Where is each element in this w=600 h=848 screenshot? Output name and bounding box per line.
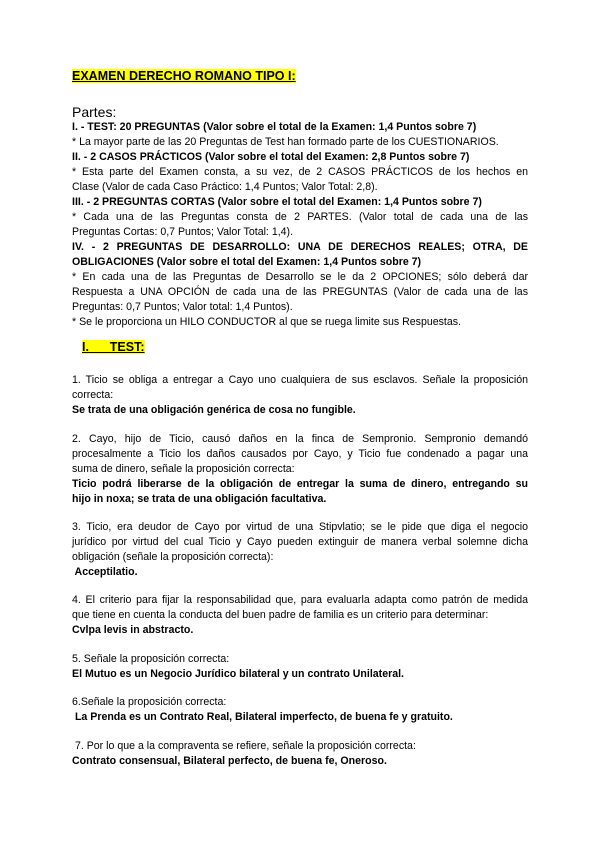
partes-line: Respuesta a UNA OPCIÓN de cada una de las PREGUNTAS (Valor de cada una de las	[72, 286, 528, 298]
partes-line: IV. - 2 PREGUNTAS DE DESARROLLO: UNA DE DERECHOS REALES; OTRA, DE	[72, 241, 528, 253]
question-text: procesalmente a Ticio los daños causados por Cayo, y Ticio fue condenado a pagar una	[72, 448, 528, 460]
question-item	[72, 432, 528, 507]
question-text: 4. El criterio para fijar la responsabilidad que, para evaluarla adapta como patrón de medida	[72, 594, 528, 606]
partes-line: * Se le proporciona un HILO CONDUCTOR al que se ruega limite sus Respuestas.	[72, 316, 462, 328]
question-item	[72, 373, 528, 418]
answer-text: Se trata de una obligación genérica de cosa no fungible.	[72, 404, 356, 416]
question-text: 3. Ticio, era deudor de Cayo por virtud de una Stipvlatio; se le pide que diga el negocio	[72, 521, 528, 533]
question-text: jurídico por virtud del cual Ticio y Cayo pueden extinguir de manera verbal solemne dicha	[72, 536, 528, 548]
partes-line: I. - TEST: 20 PREGUNTAS (Valor sobre el total de la Examen: 1,4 Puntos sobre 7)	[72, 121, 477, 133]
question-item	[72, 695, 528, 725]
partes-line: Clase (Valor de cada Caso Práctico: 1,4 Puntos; Valor Total: 2,8).	[72, 181, 378, 193]
partes-line: II. - 2 CASOS PRÁCTICOS (Valor sobre el total del Examen: 2,8 Puntos sobre 7)	[72, 151, 470, 163]
partes-line: Preguntas: 0,7 Puntos; Valor total: 1,4 Puntos).	[72, 301, 293, 313]
question-text: 6.Señale la proposición correcta:	[72, 696, 227, 708]
question-text: suma de dinero, señale la proposición correcta:	[72, 463, 295, 475]
question-text: 1. Ticio se obliga a entregar a Cayo uno cualquiera de sus esclavos. Señale la proposición	[72, 374, 528, 386]
partes-line: * Esta parte del Examen consta, a su vez, de 2 CASOS PRÁCTICOS de los hechos en	[72, 166, 528, 178]
partes-line: Preguntas Cortas: 0,7 Puntos; Valor Total: 1,4).	[72, 226, 294, 238]
answer-text: Ticio podrá liberarse de la obligación de entregar la suma de dinero, entregando su	[72, 478, 528, 490]
answer-text: La Prenda es un Contrato Real, Bilateral imperfecto, de buena fe y gratuito.	[72, 711, 453, 723]
question-text: 5. Señale la proposición correcta:	[72, 653, 230, 665]
exam-title: EXAMEN DERECHO ROMANO TIPO I:	[72, 69, 296, 83]
question-text: 2. Cayo, hijo de Ticio, causó daños en la finca de Sempronio. Sempronio demandó	[72, 433, 528, 445]
answer-text: Acceptilatio.	[72, 566, 138, 578]
question-text: correcta:	[72, 389, 114, 401]
partes-line: OBLIGACIONES (Valor sobre el total del Examen: 1,4 Puntos sobre 7)	[72, 256, 422, 268]
question-item	[72, 593, 528, 638]
answer-text: Contrato consensual, Bilateral perfecto, de buena fe, Oneroso.	[72, 755, 387, 767]
question-text: obligación (señale la proposición correcta):	[72, 551, 274, 563]
question-text: 7. Por lo que a la compraventa se refiere, señale la proposición correcta:	[72, 740, 416, 752]
partes-line: * Cada una de las Preguntas consta de 2 PARTES. (Valor total de cada una de las	[72, 211, 528, 223]
question-item	[72, 520, 528, 580]
question-text: que tiene en cuenta la conducta del buen padre de familia es un criterio para determinar:	[72, 609, 489, 621]
answer-text: El Mutuo es un Negocio Jurídico bilateral y un contrato Unilateral.	[72, 668, 404, 680]
answer-text: hijo in noxa; se trata de una obligación facultativa.	[72, 493, 327, 505]
partes-heading: Partes:	[72, 104, 117, 120]
question-item	[72, 739, 528, 769]
question-item	[72, 652, 528, 682]
partes-line: III. - 2 PREGUNTAS CORTAS (Valor sobre el total del Examen: 1,4 Puntos sobre 7)	[72, 196, 482, 208]
partes-line: * La mayor parte de las 20 Preguntas de Test han formado parte de los CUESTIONARIOS.	[72, 136, 499, 148]
partes-line: * En cada una de las Preguntas de Desarrollo se le da 2 OPCIONES; sólo deberá dar	[72, 271, 528, 283]
answer-text: Cvlpa levis in abstracto.	[72, 624, 194, 636]
test-heading: I. TEST:	[82, 340, 145, 354]
